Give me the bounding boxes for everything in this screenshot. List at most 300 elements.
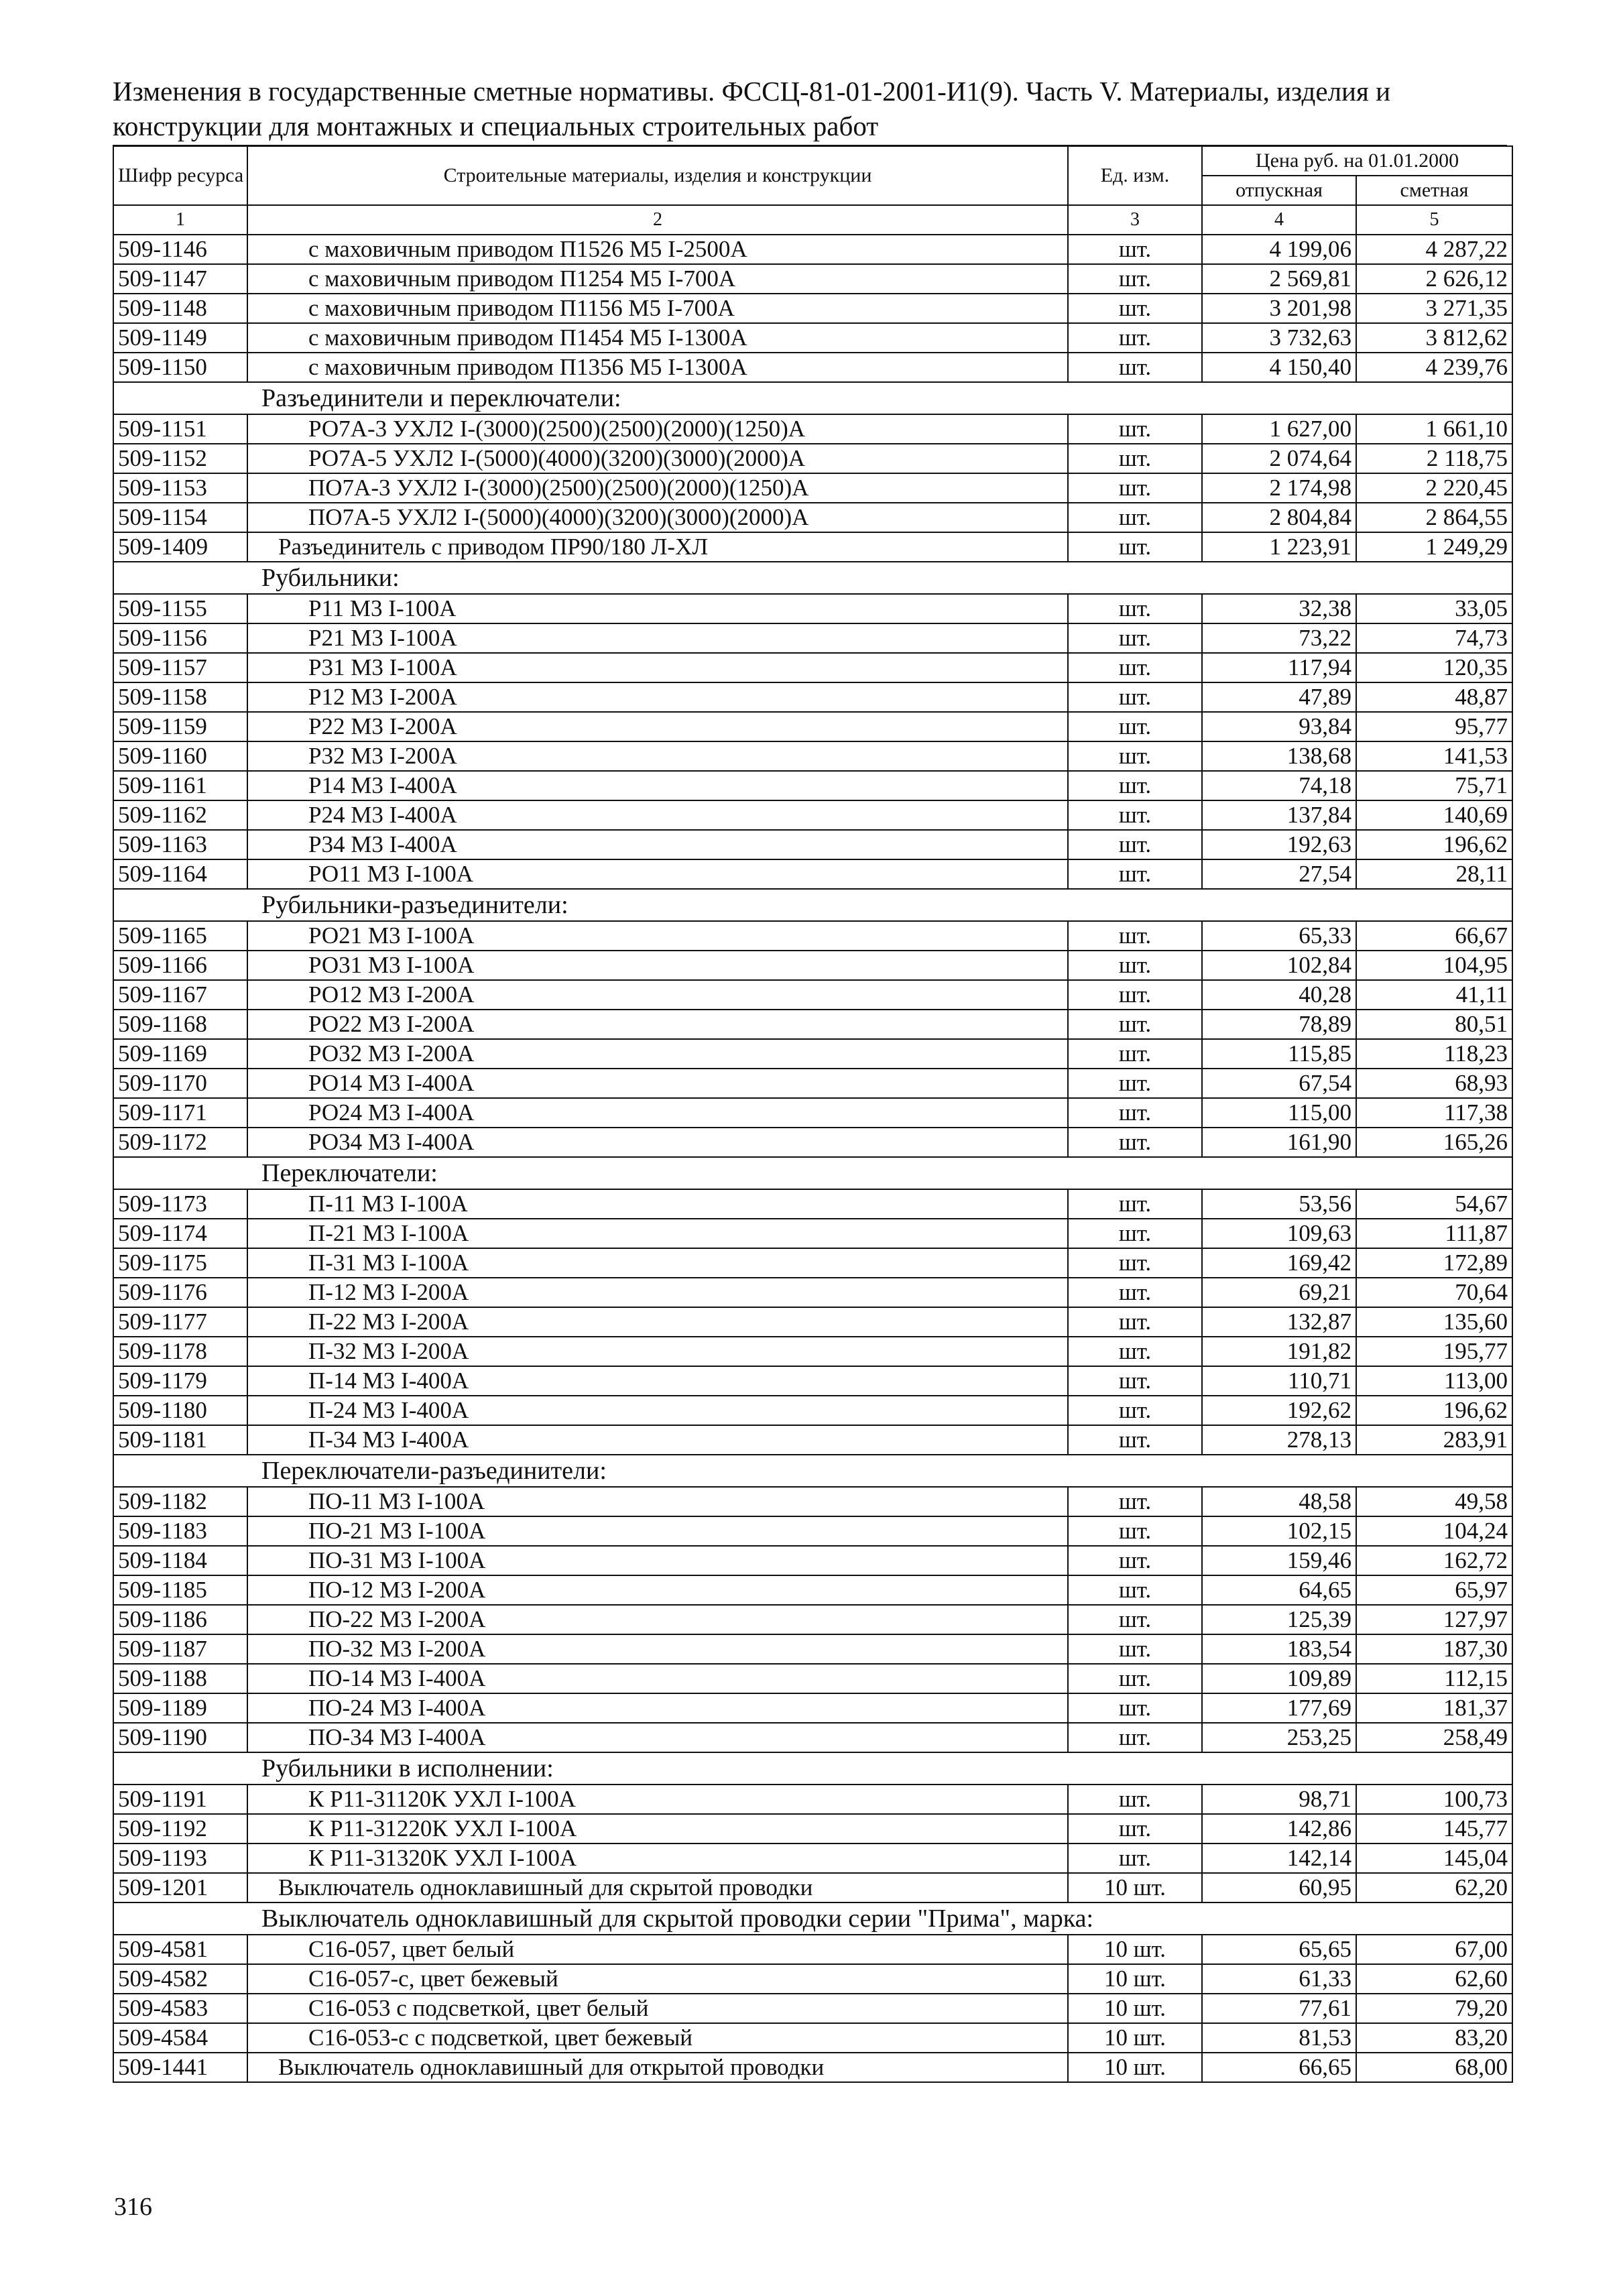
material-name-cell: С16-053 с подсветкой, цвет белый bbox=[247, 1994, 1068, 2023]
section-row bbox=[113, 382, 1512, 414]
estimate-price-cell: 140,69 bbox=[1356, 800, 1512, 830]
table-row bbox=[113, 473, 1512, 503]
unit-cell: 10 шт. bbox=[1068, 1994, 1202, 2023]
release-price-cell: 2 074,64 bbox=[1202, 444, 1356, 473]
column-number: 5 bbox=[1356, 205, 1512, 235]
release-price-cell: 102,15 bbox=[1202, 1516, 1356, 1546]
resource-code-cell: 509-1166 bbox=[113, 951, 247, 980]
header-line-1: Изменения в государственные сметные нормативы. ФССЦ-81-01-2001-И1(9). Часть V. Материалы, изделия и bbox=[113, 76, 1391, 107]
table-row bbox=[113, 414, 1512, 444]
material-name-cell: Р34 М3 I-400А bbox=[247, 830, 1068, 859]
resource-code-cell: 509-1441 bbox=[113, 2053, 247, 2082]
estimate-price-cell: 100,73 bbox=[1356, 1785, 1512, 1814]
page-header bbox=[113, 74, 1507, 147]
table-row bbox=[113, 800, 1512, 830]
table-row bbox=[113, 921, 1512, 951]
header-price: Цена руб. на 01.01.2000 bbox=[1202, 146, 1512, 176]
release-price-cell: 67,54 bbox=[1202, 1069, 1356, 1098]
unit-cell: шт. bbox=[1068, 294, 1202, 323]
unit-cell: шт. bbox=[1068, 653, 1202, 682]
material-name-cell: ПО-11 М3 I-100А bbox=[247, 1487, 1068, 1516]
material-name-cell: РО11 М3 I-100А bbox=[247, 859, 1068, 889]
unit-cell: шт. bbox=[1068, 1575, 1202, 1605]
resource-code-cell: 509-1160 bbox=[113, 741, 247, 771]
table-row bbox=[113, 1366, 1512, 1396]
material-name-cell: РО34 М3 I-400А bbox=[247, 1128, 1068, 1157]
table-row bbox=[113, 1248, 1512, 1278]
release-price-cell: 125,39 bbox=[1202, 1605, 1356, 1634]
material-name-cell: с маховичным приводом П1356 М5 I-1300А bbox=[247, 353, 1068, 382]
table-row bbox=[113, 859, 1512, 889]
table-row bbox=[113, 1664, 1512, 1693]
unit-cell: шт. bbox=[1068, 1128, 1202, 1157]
release-price-cell: 73,22 bbox=[1202, 623, 1356, 653]
release-price-cell: 253,25 bbox=[1202, 1723, 1356, 1752]
estimate-price-cell: 141,53 bbox=[1356, 741, 1512, 771]
unit-cell: шт. bbox=[1068, 1693, 1202, 1723]
estimate-price-cell: 4 287,22 bbox=[1356, 235, 1512, 264]
resource-code-cell: 509-1167 bbox=[113, 980, 247, 1010]
header-release: отпускная bbox=[1202, 176, 1356, 205]
resource-code-cell: 509-1409 bbox=[113, 532, 247, 562]
material-name-cell: ПО-24 М3 I-400А bbox=[247, 1693, 1068, 1723]
resource-code-cell: 509-1186 bbox=[113, 1605, 247, 1634]
resource-code-cell: 509-1182 bbox=[113, 1487, 247, 1516]
table-row bbox=[113, 980, 1512, 1010]
release-price-cell: 4 150,40 bbox=[1202, 353, 1356, 382]
table-row bbox=[113, 830, 1512, 859]
release-price-cell: 137,84 bbox=[1202, 800, 1356, 830]
resource-code-cell: 509-1169 bbox=[113, 1039, 247, 1069]
unit-cell: шт. bbox=[1068, 1039, 1202, 1069]
resource-code-cell: 509-1193 bbox=[113, 1844, 247, 1873]
resource-code-cell: 509-1190 bbox=[113, 1723, 247, 1752]
estimate-price-cell: 1 661,10 bbox=[1356, 414, 1512, 444]
table-row bbox=[113, 1723, 1512, 1752]
resource-code-cell: 509-1185 bbox=[113, 1575, 247, 1605]
table-row bbox=[113, 712, 1512, 741]
release-price-cell: 161,90 bbox=[1202, 1128, 1356, 1157]
unit-cell: шт. bbox=[1068, 741, 1202, 771]
material-name-cell: Р14 М3 I-400А bbox=[247, 771, 1068, 800]
section-title: Рубильники в исполнении: bbox=[113, 1752, 1512, 1785]
release-price-cell: 3 201,98 bbox=[1202, 294, 1356, 323]
table-row bbox=[113, 1516, 1512, 1546]
release-price-cell: 142,86 bbox=[1202, 1814, 1356, 1844]
estimate-price-cell: 258,49 bbox=[1356, 1723, 1512, 1752]
material-name-cell: РО24 М3 I-400А bbox=[247, 1098, 1068, 1128]
material-name-cell: П-24 М3 I-400А bbox=[247, 1396, 1068, 1425]
estimate-price-cell: 2 626,12 bbox=[1356, 264, 1512, 294]
unit-cell: шт. bbox=[1068, 1337, 1202, 1366]
estimate-price-cell: 127,97 bbox=[1356, 1605, 1512, 1634]
unit-cell: шт. bbox=[1068, 771, 1202, 800]
unit-cell: шт. bbox=[1068, 1723, 1202, 1752]
release-price-cell: 192,62 bbox=[1202, 1396, 1356, 1425]
estimate-price-cell: 49,58 bbox=[1356, 1487, 1512, 1516]
estimate-price-cell: 113,00 bbox=[1356, 1366, 1512, 1396]
estimate-price-cell: 111,87 bbox=[1356, 1219, 1512, 1248]
table-row bbox=[113, 1844, 1512, 1873]
table-row bbox=[113, 264, 1512, 294]
estimate-price-cell: 172,89 bbox=[1356, 1248, 1512, 1278]
table-row bbox=[113, 1098, 1512, 1128]
table-row bbox=[113, 323, 1512, 353]
unit-cell: шт. bbox=[1068, 1307, 1202, 1337]
unit-cell: шт. bbox=[1068, 323, 1202, 353]
table-row bbox=[113, 771, 1512, 800]
table-row bbox=[113, 1785, 1512, 1814]
unit-cell: шт. bbox=[1068, 1546, 1202, 1575]
unit-cell: шт. bbox=[1068, 830, 1202, 859]
resource-code-cell: 509-1159 bbox=[113, 712, 247, 741]
resource-code-cell: 509-1158 bbox=[113, 682, 247, 712]
column-number: 4 bbox=[1202, 205, 1356, 235]
header-code: Шифр ресурса bbox=[113, 146, 247, 205]
material-name-cell: ПО-31 М3 I-100А bbox=[247, 1546, 1068, 1575]
unit-cell: шт. bbox=[1068, 800, 1202, 830]
section-title: Разъединители и переключатели: bbox=[113, 382, 1512, 414]
release-price-cell: 109,89 bbox=[1202, 1664, 1356, 1693]
resource-code-cell: 509-1155 bbox=[113, 594, 247, 623]
estimate-price-cell: 80,51 bbox=[1356, 1010, 1512, 1039]
unit-cell: шт. bbox=[1068, 1605, 1202, 1634]
resource-code-cell: 509-4584 bbox=[113, 2023, 247, 2053]
section-title: Переключатели: bbox=[113, 1157, 1512, 1189]
table-row bbox=[113, 1039, 1512, 1069]
resource-code-cell: 509-1154 bbox=[113, 503, 247, 532]
unit-cell: 10 шт. bbox=[1068, 1935, 1202, 1964]
material-name-cell: РО14 М3 I-400А bbox=[247, 1069, 1068, 1098]
release-price-cell: 138,68 bbox=[1202, 741, 1356, 771]
resource-code-cell: 509-1162 bbox=[113, 800, 247, 830]
material-name-cell: ПО7А-5 УХЛ2 I-(5000)(4000)(3200)(3000)(2000)А bbox=[247, 503, 1068, 532]
material-name-cell: с маховичным приводом П1254 М5 I-700А bbox=[247, 264, 1068, 294]
resource-code-cell: 509-1156 bbox=[113, 623, 247, 653]
material-name-cell: П-12 М3 I-200А bbox=[247, 1278, 1068, 1307]
table-row bbox=[113, 1128, 1512, 1157]
estimate-price-cell: 68,00 bbox=[1356, 2053, 1512, 2082]
estimate-price-cell: 33,05 bbox=[1356, 594, 1512, 623]
material-name-cell: С16-053-с с подсветкой, цвет бежевый bbox=[247, 2023, 1068, 2053]
release-price-cell: 61,33 bbox=[1202, 1964, 1356, 1994]
estimate-price-cell: 195,77 bbox=[1356, 1337, 1512, 1366]
table-row bbox=[113, 653, 1512, 682]
estimate-price-cell: 79,20 bbox=[1356, 1994, 1512, 2023]
release-price-cell: 66,65 bbox=[1202, 2053, 1356, 2082]
estimate-price-cell: 70,64 bbox=[1356, 1278, 1512, 1307]
estimate-price-cell: 145,04 bbox=[1356, 1844, 1512, 1873]
material-name-cell: П-31 М3 I-100А bbox=[247, 1248, 1068, 1278]
resource-code-cell: 509-1174 bbox=[113, 1219, 247, 1248]
estimate-price-cell: 2 220,45 bbox=[1356, 473, 1512, 503]
table-row bbox=[113, 2023, 1512, 2053]
material-name-cell: РО32 М3 I-200А bbox=[247, 1039, 1068, 1069]
estimate-price-cell: 62,20 bbox=[1356, 1873, 1512, 1902]
section-row bbox=[113, 1455, 1512, 1487]
release-price-cell: 2 804,84 bbox=[1202, 503, 1356, 532]
resource-code-cell: 509-1147 bbox=[113, 264, 247, 294]
resource-code-cell: 509-1146 bbox=[113, 235, 247, 264]
table-row bbox=[113, 1693, 1512, 1723]
release-price-cell: 192,63 bbox=[1202, 830, 1356, 859]
unit-cell: шт. bbox=[1068, 503, 1202, 532]
unit-cell: шт. bbox=[1068, 623, 1202, 653]
material-name-cell: РО7А-3 УХЛ2 I-(3000)(2500)(2500)(2000)(1250)А bbox=[247, 414, 1068, 444]
section-row bbox=[113, 562, 1512, 594]
material-name-cell: П-32 М3 I-200А bbox=[247, 1337, 1068, 1366]
unit-cell: шт. bbox=[1068, 1010, 1202, 1039]
release-price-cell: 191,82 bbox=[1202, 1337, 1356, 1366]
material-name-cell: ПО-32 М3 I-200А bbox=[247, 1634, 1068, 1664]
unit-cell: шт. bbox=[1068, 1664, 1202, 1693]
resource-code-cell: 509-1164 bbox=[113, 859, 247, 889]
header-unit: Ед. изм. bbox=[1068, 146, 1202, 205]
estimate-price-cell: 74,73 bbox=[1356, 623, 1512, 653]
unit-cell: шт. bbox=[1068, 1278, 1202, 1307]
release-price-cell: 278,13 bbox=[1202, 1425, 1356, 1455]
estimate-price-cell: 104,24 bbox=[1356, 1516, 1512, 1546]
estimate-price-cell: 54,67 bbox=[1356, 1189, 1512, 1219]
unit-cell: 10 шт. bbox=[1068, 2023, 1202, 2053]
unit-cell: 10 шт. bbox=[1068, 2053, 1202, 2082]
unit-cell: шт. bbox=[1068, 1396, 1202, 1425]
table-row bbox=[113, 1994, 1512, 2023]
unit-cell: шт. bbox=[1068, 1069, 1202, 1098]
unit-cell: шт. bbox=[1068, 1248, 1202, 1278]
material-name-cell: К Р11-31320К УХЛ I-100А bbox=[247, 1844, 1068, 1873]
release-price-cell: 93,84 bbox=[1202, 712, 1356, 741]
table-body bbox=[113, 235, 1512, 2082]
table-row bbox=[113, 353, 1512, 382]
unit-cell: шт. bbox=[1068, 1844, 1202, 1873]
unit-cell: шт. bbox=[1068, 859, 1202, 889]
material-name-cell: Выключатель одноклавишный для открытой проводки bbox=[247, 2053, 1068, 2082]
estimate-price-cell: 83,20 bbox=[1356, 2023, 1512, 2053]
material-name-cell: Р11 М3 I-100А bbox=[247, 594, 1068, 623]
resource-code-cell: 509-1168 bbox=[113, 1010, 247, 1039]
unit-cell: шт. bbox=[1068, 444, 1202, 473]
table-row bbox=[113, 1069, 1512, 1098]
table-row bbox=[113, 594, 1512, 623]
release-price-cell: 177,69 bbox=[1202, 1693, 1356, 1723]
column-number: 1 bbox=[113, 205, 247, 235]
resource-code-cell: 509-1184 bbox=[113, 1546, 247, 1575]
material-name-cell: РО7А-5 УХЛ2 I-(5000)(4000)(3200)(3000)(2000)А bbox=[247, 444, 1068, 473]
section-row bbox=[113, 1157, 1512, 1189]
resource-code-cell: 509-1177 bbox=[113, 1307, 247, 1337]
resource-code-cell: 509-1151 bbox=[113, 414, 247, 444]
release-price-cell: 102,84 bbox=[1202, 951, 1356, 980]
section-row bbox=[113, 889, 1512, 921]
release-price-cell: 3 732,63 bbox=[1202, 323, 1356, 353]
table-row bbox=[113, 1425, 1512, 1455]
table-row bbox=[113, 1873, 1512, 1902]
table-row bbox=[113, 1307, 1512, 1337]
unit-cell: шт. bbox=[1068, 264, 1202, 294]
estimate-price-cell: 3 271,35 bbox=[1356, 294, 1512, 323]
resource-code-cell: 509-1187 bbox=[113, 1634, 247, 1664]
table-row bbox=[113, 1219, 1512, 1248]
unit-cell: шт. bbox=[1068, 1189, 1202, 1219]
page-number: 316 bbox=[114, 2193, 152, 2221]
release-price-cell: 1 223,91 bbox=[1202, 532, 1356, 562]
release-price-cell: 110,71 bbox=[1202, 1366, 1356, 1396]
unit-cell: шт. bbox=[1068, 473, 1202, 503]
unit-cell: шт. bbox=[1068, 1219, 1202, 1248]
table-row bbox=[113, 951, 1512, 980]
estimate-price-cell: 181,37 bbox=[1356, 1693, 1512, 1723]
unit-cell: шт. bbox=[1068, 980, 1202, 1010]
release-price-cell: 142,14 bbox=[1202, 1844, 1356, 1873]
material-name-cell: Р12 М3 I-200А bbox=[247, 682, 1068, 712]
release-price-cell: 65,65 bbox=[1202, 1935, 1356, 1964]
resource-code-cell: 509-1170 bbox=[113, 1069, 247, 1098]
material-name-cell: РО31 М3 I-100А bbox=[247, 951, 1068, 980]
release-price-cell: 74,18 bbox=[1202, 771, 1356, 800]
section-row bbox=[113, 1752, 1512, 1785]
table-row bbox=[113, 532, 1512, 562]
table-row bbox=[113, 1278, 1512, 1307]
resource-code-cell: 509-4583 bbox=[113, 1994, 247, 2023]
resource-code-cell: 509-1150 bbox=[113, 353, 247, 382]
release-price-cell: 47,89 bbox=[1202, 682, 1356, 712]
material-name-cell: ПО7А-3 УХЛ2 I-(3000)(2500)(2500)(2000)(1250)А bbox=[247, 473, 1068, 503]
resource-code-cell: 509-1201 bbox=[113, 1873, 247, 1902]
estimate-price-cell: 3 812,62 bbox=[1356, 323, 1512, 353]
estimate-price-cell: 196,62 bbox=[1356, 830, 1512, 859]
table-row bbox=[113, 294, 1512, 323]
table-row bbox=[113, 1487, 1512, 1516]
material-name-cell: К Р11-31220К УХЛ I-100А bbox=[247, 1814, 1068, 1844]
unit-cell: шт. bbox=[1068, 235, 1202, 264]
column-number: 2 bbox=[247, 205, 1068, 235]
release-price-cell: 117,94 bbox=[1202, 653, 1356, 682]
material-name-cell: П-21 М3 I-100А bbox=[247, 1219, 1068, 1248]
material-name-cell: П-22 М3 I-200А bbox=[247, 1307, 1068, 1337]
resource-code-cell: 509-1149 bbox=[113, 323, 247, 353]
release-price-cell: 2 569,81 bbox=[1202, 264, 1356, 294]
material-name-cell: П-11 М3 I-100А bbox=[247, 1189, 1068, 1219]
unit-cell: шт. bbox=[1068, 1814, 1202, 1844]
unit-cell: шт. bbox=[1068, 951, 1202, 980]
header-name: Строительные материалы, изделия и конструкции bbox=[247, 146, 1068, 205]
material-name-cell: С16-057-с, цвет бежевый bbox=[247, 1964, 1068, 1994]
estimate-price-cell: 196,62 bbox=[1356, 1396, 1512, 1425]
material-name-cell: с маховичным приводом П1454 М5 I-1300А bbox=[247, 323, 1068, 353]
table-row bbox=[113, 503, 1512, 532]
resource-code-cell: 509-1165 bbox=[113, 921, 247, 951]
section-title: Выключатель одноклавишный для скрытой проводки серии "Прима", марка: bbox=[113, 1902, 1512, 1935]
resource-code-cell: 509-1157 bbox=[113, 653, 247, 682]
estimate-price-cell: 48,87 bbox=[1356, 682, 1512, 712]
release-price-cell: 115,00 bbox=[1202, 1098, 1356, 1128]
unit-cell: шт. bbox=[1068, 414, 1202, 444]
resource-code-cell: 509-1148 bbox=[113, 294, 247, 323]
estimate-price-cell: 1 249,29 bbox=[1356, 532, 1512, 562]
release-price-cell: 183,54 bbox=[1202, 1634, 1356, 1664]
unit-cell: шт. bbox=[1068, 1366, 1202, 1396]
release-price-cell: 132,87 bbox=[1202, 1307, 1356, 1337]
table-row bbox=[113, 1935, 1512, 1964]
unit-cell: 10 шт. bbox=[1068, 1964, 1202, 1994]
table-row bbox=[113, 1634, 1512, 1664]
estimate-price-cell: 2 118,75 bbox=[1356, 444, 1512, 473]
release-price-cell: 4 199,06 bbox=[1202, 235, 1356, 264]
table-row bbox=[113, 1396, 1512, 1425]
unit-cell: шт. bbox=[1068, 1487, 1202, 1516]
release-price-cell: 1 627,00 bbox=[1202, 414, 1356, 444]
resource-code-cell: 509-1176 bbox=[113, 1278, 247, 1307]
materials-table bbox=[113, 145, 1513, 2083]
section-title: Рубильники: bbox=[113, 562, 1512, 594]
release-price-cell: 65,33 bbox=[1202, 921, 1356, 951]
unit-cell: 10 шт. bbox=[1068, 1873, 1202, 1902]
material-name-cell: Р31 М3 I-100А bbox=[247, 653, 1068, 682]
estimate-price-cell: 145,77 bbox=[1356, 1814, 1512, 1844]
estimate-price-cell: 95,77 bbox=[1356, 712, 1512, 741]
material-name-cell: С16-057, цвет белый bbox=[247, 1935, 1068, 1964]
estimate-price-cell: 41,11 bbox=[1356, 980, 1512, 1010]
estimate-price-cell: 68,93 bbox=[1356, 1069, 1512, 1098]
release-price-cell: 2 174,98 bbox=[1202, 473, 1356, 503]
unit-cell: шт. bbox=[1068, 1425, 1202, 1455]
release-price-cell: 32,38 bbox=[1202, 594, 1356, 623]
estimate-price-cell: 117,38 bbox=[1356, 1098, 1512, 1128]
column-number: 3 bbox=[1068, 205, 1202, 235]
resource-code-cell: 509-1172 bbox=[113, 1128, 247, 1157]
estimate-price-cell: 62,60 bbox=[1356, 1964, 1512, 1994]
estimate-price-cell: 75,71 bbox=[1356, 771, 1512, 800]
table-row bbox=[113, 741, 1512, 771]
release-price-cell: 77,61 bbox=[1202, 1994, 1356, 2023]
unit-cell: шт. bbox=[1068, 682, 1202, 712]
material-name-cell: Р32 М3 I-200А bbox=[247, 741, 1068, 771]
estimate-price-cell: 65,97 bbox=[1356, 1575, 1512, 1605]
material-name-cell: Разъединитель с приводом ПР90/180 Л-ХЛ bbox=[247, 532, 1068, 562]
estimate-price-cell: 112,15 bbox=[1356, 1664, 1512, 1693]
resource-code-cell: 509-1189 bbox=[113, 1693, 247, 1723]
table-row bbox=[113, 1814, 1512, 1844]
resource-code-cell: 509-1181 bbox=[113, 1425, 247, 1455]
unit-cell: шт. bbox=[1068, 353, 1202, 382]
section-title: Переключатели-разъединители: bbox=[113, 1455, 1512, 1487]
material-name-cell: ПО-22 М3 I-200А bbox=[247, 1605, 1068, 1634]
unit-cell: шт. bbox=[1068, 921, 1202, 951]
estimate-price-cell: 4 239,76 bbox=[1356, 353, 1512, 382]
unit-cell: шт. bbox=[1068, 712, 1202, 741]
release-price-cell: 98,71 bbox=[1202, 1785, 1356, 1814]
release-price-cell: 78,89 bbox=[1202, 1010, 1356, 1039]
table-row bbox=[113, 2053, 1512, 2082]
resource-code-cell: 509-1183 bbox=[113, 1516, 247, 1546]
estimate-price-cell: 67,00 bbox=[1356, 1935, 1512, 1964]
release-price-cell: 69,21 bbox=[1202, 1278, 1356, 1307]
estimate-price-cell: 118,23 bbox=[1356, 1039, 1512, 1069]
material-name-cell: с маховичным приводом П1156 М5 I-700А bbox=[247, 294, 1068, 323]
estimate-price-cell: 135,60 bbox=[1356, 1307, 1512, 1337]
table-row bbox=[113, 1189, 1512, 1219]
estimate-price-cell: 165,26 bbox=[1356, 1128, 1512, 1157]
unit-cell: шт. bbox=[1068, 594, 1202, 623]
resource-code-cell: 509-4582 bbox=[113, 1964, 247, 1994]
release-price-cell: 109,63 bbox=[1202, 1219, 1356, 1248]
material-name-cell: П-34 М3 I-400А bbox=[247, 1425, 1068, 1455]
material-name-cell: РО22 М3 I-200А bbox=[247, 1010, 1068, 1039]
estimate-price-cell: 28,11 bbox=[1356, 859, 1512, 889]
material-name-cell: РО21 М3 I-100А bbox=[247, 921, 1068, 951]
resource-code-cell: 509-1163 bbox=[113, 830, 247, 859]
